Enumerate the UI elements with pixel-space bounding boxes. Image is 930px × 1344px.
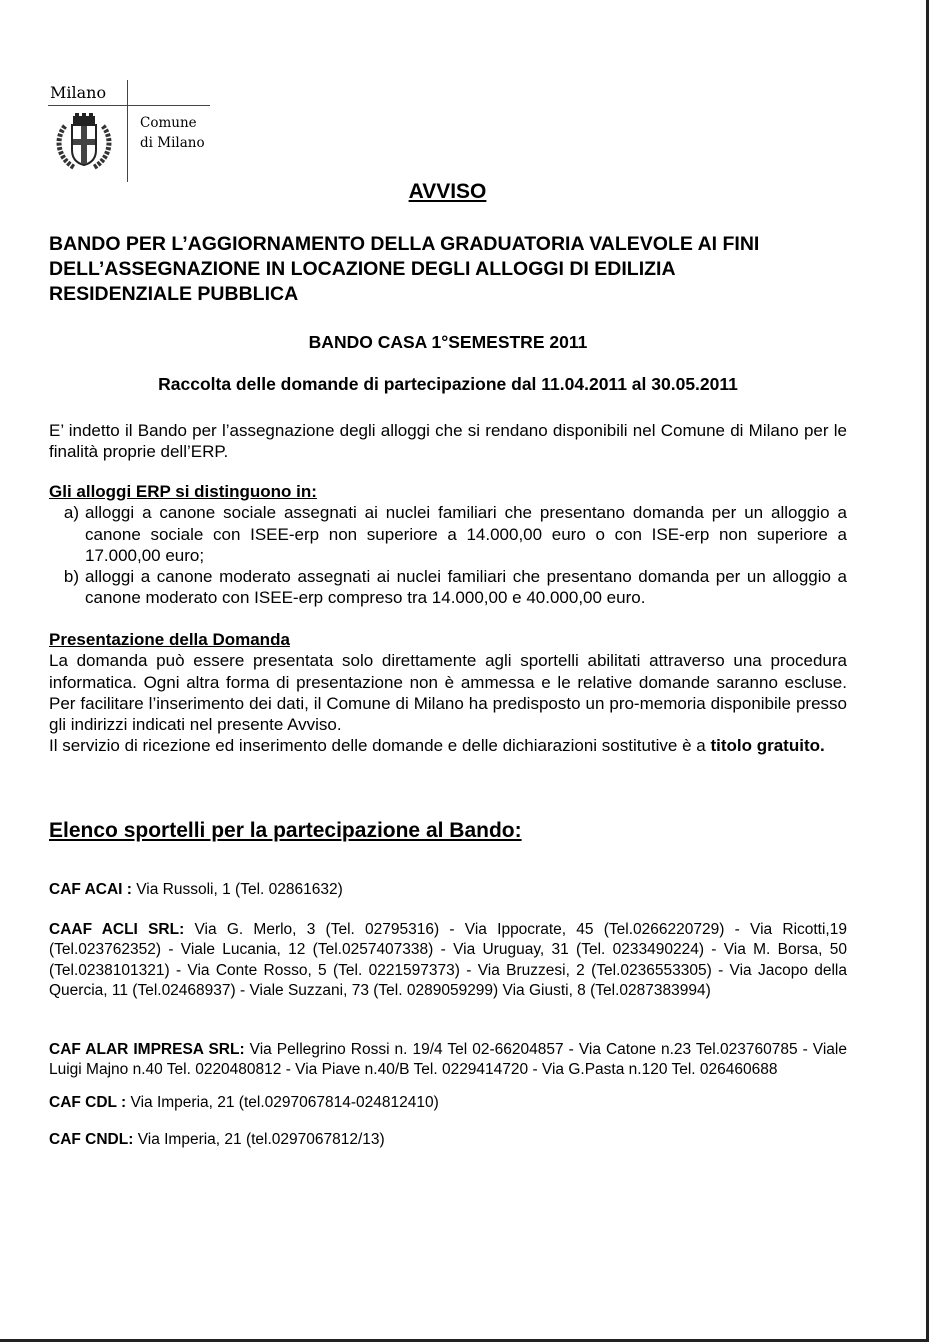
notice-heading: AVVISO [408, 180, 487, 203]
presentation-paragraph: La domanda può essere presentata solo direttamente agli sportelli abilitati attraverso una procedura informatica. Ogni altra forma di presentazione non è ammessa e le relative domande saranno escluse. Per facilitare l’inserimento dei dati, il Comune di Milano ha predisposto un pro-memoria disponibile presso gli indirizzi indicati nel presente Avviso. [49, 651, 847, 735]
logo-comune-line1: Comune [140, 115, 197, 131]
comune-di-milano-logo [48, 80, 210, 182]
presentation-heading: Presentazione della Domanda [49, 630, 290, 649]
logo-divider-horizontal [48, 105, 210, 106]
office-entry [49, 1093, 847, 1113]
logo-comune-line2: di Milano [140, 135, 205, 151]
offices-heading: Elenco sportelli per la partecipazione al Bando: [49, 819, 522, 842]
presentation-section [49, 629, 847, 757]
list-marker: a) [63, 503, 79, 523]
free-service-bold: titolo gratuito. [710, 736, 825, 756]
office-details: Via G. Merlo, 3 (Tel. 02795316) - Via Ippocrate, 45 (Tel.0266220729) - Via Ricotti,19 (Tel.023762352) - Viale Lucania, 12 (Tel.0257407338) - Via Uruguay, 31 (Tel. 0233490224) - Via M. Borsa, 50 (Tel.0238101321) - Via Conte Rosso, 5 (Tel. 0221597373) - Via Bruzzesi, 2 (Tel.0236553305) - Via Jacopo della Quercia, 11 (Tel.02468937) - Viale Suzzani, 73 (Tel. 0289059299) Via Giusti, 8 (Tel.0287383994) [49, 921, 847, 999]
office-entry [49, 1130, 847, 1150]
page-border-bottom [0, 1339, 929, 1342]
logo-comune-text [140, 113, 205, 153]
office-entry [49, 1040, 847, 1081]
list-item [49, 566, 847, 609]
intro-paragraph: E’ indetto il Bando per l’assegnazione degli alloggi che si rendano disponibili nel Comune di Milano per le finalità proprie dell’ERP. [49, 421, 847, 462]
document-subtitle: BANDO CASA 1°SEMESTRE 2011 [308, 332, 588, 352]
office-entry [49, 880, 847, 900]
logo-city: Milano [50, 83, 107, 102]
office-name: CAF CNDL: [49, 1131, 138, 1148]
page-border-right [926, 0, 929, 1342]
office-entry [49, 920, 847, 1001]
list-marker: b) [63, 567, 79, 587]
list-item [49, 502, 847, 566]
erp-heading: Gli alloggi ERP si distinguono in: [49, 482, 317, 501]
document-title: BANDO PER L’AGGIORNAMENTO DELLA GRADUATORIA VALEVOLE AI FINI DELL’ASSEGNAZIONE IN LOCAZIONE DEGLI ALLOGGI DI EDILIZIA RESIDENZIALE PUBBLICA [49, 233, 760, 305]
office-details: Via Imperia, 21 (tel.0297067812/13) [137, 1131, 385, 1148]
office-details: Via Imperia, 21 (tel.0297067814-024812410) [130, 1094, 439, 1111]
office-name: CAF ALAR IMPRESA SRL: [49, 1041, 245, 1058]
office-name: CAF CDL : [49, 1094, 131, 1111]
logo-divider-vertical [127, 80, 128, 182]
list-text: alloggi a canone moderato assegnati ai nuclei familiari che presentano domanda per un alloggio a canone moderato con ISEE-erp compreso tra 14.000,00 e 40.000,00 euro. [85, 567, 847, 608]
collection-period: Raccolta delle domande di partecipazione dal 11.04.2011 al 30.05.2011 [158, 374, 738, 394]
office-name: CAAF ACLI SRL: [49, 921, 185, 938]
list-text: alloggi a canone sociale assegnati ai nuclei familiari che presentano domanda per un alloggio a canone sociale con ISEE-erp non superiore a 14.000,00 euro o con ISE-erp non superiore a 17.000,00 euro; [85, 503, 847, 565]
free-service-text: Il servizio di ricezione ed inserimento delle domande e delle dichiarazioni sostitutive è a [49, 736, 711, 756]
presentation-free-service [49, 735, 847, 756]
office-details: Via Pellegrino Rossi n. 19/4 Tel 02-66204857 - Via Catone n.23 Tel.023760785 - Viale Luigi Majno n.40 Tel. 0220480812 - Via Piave n.40/B Tel. 0229414720 - Via G.Pasta n.120 Tel. 026460688 [49, 1041, 847, 1079]
milan-crest-icon [53, 112, 115, 174]
erp-section [49, 481, 847, 609]
office-details: Via Russoli, 1 (Tel. 02861632) [136, 881, 343, 898]
office-name: CAF ACAI : [49, 881, 137, 898]
